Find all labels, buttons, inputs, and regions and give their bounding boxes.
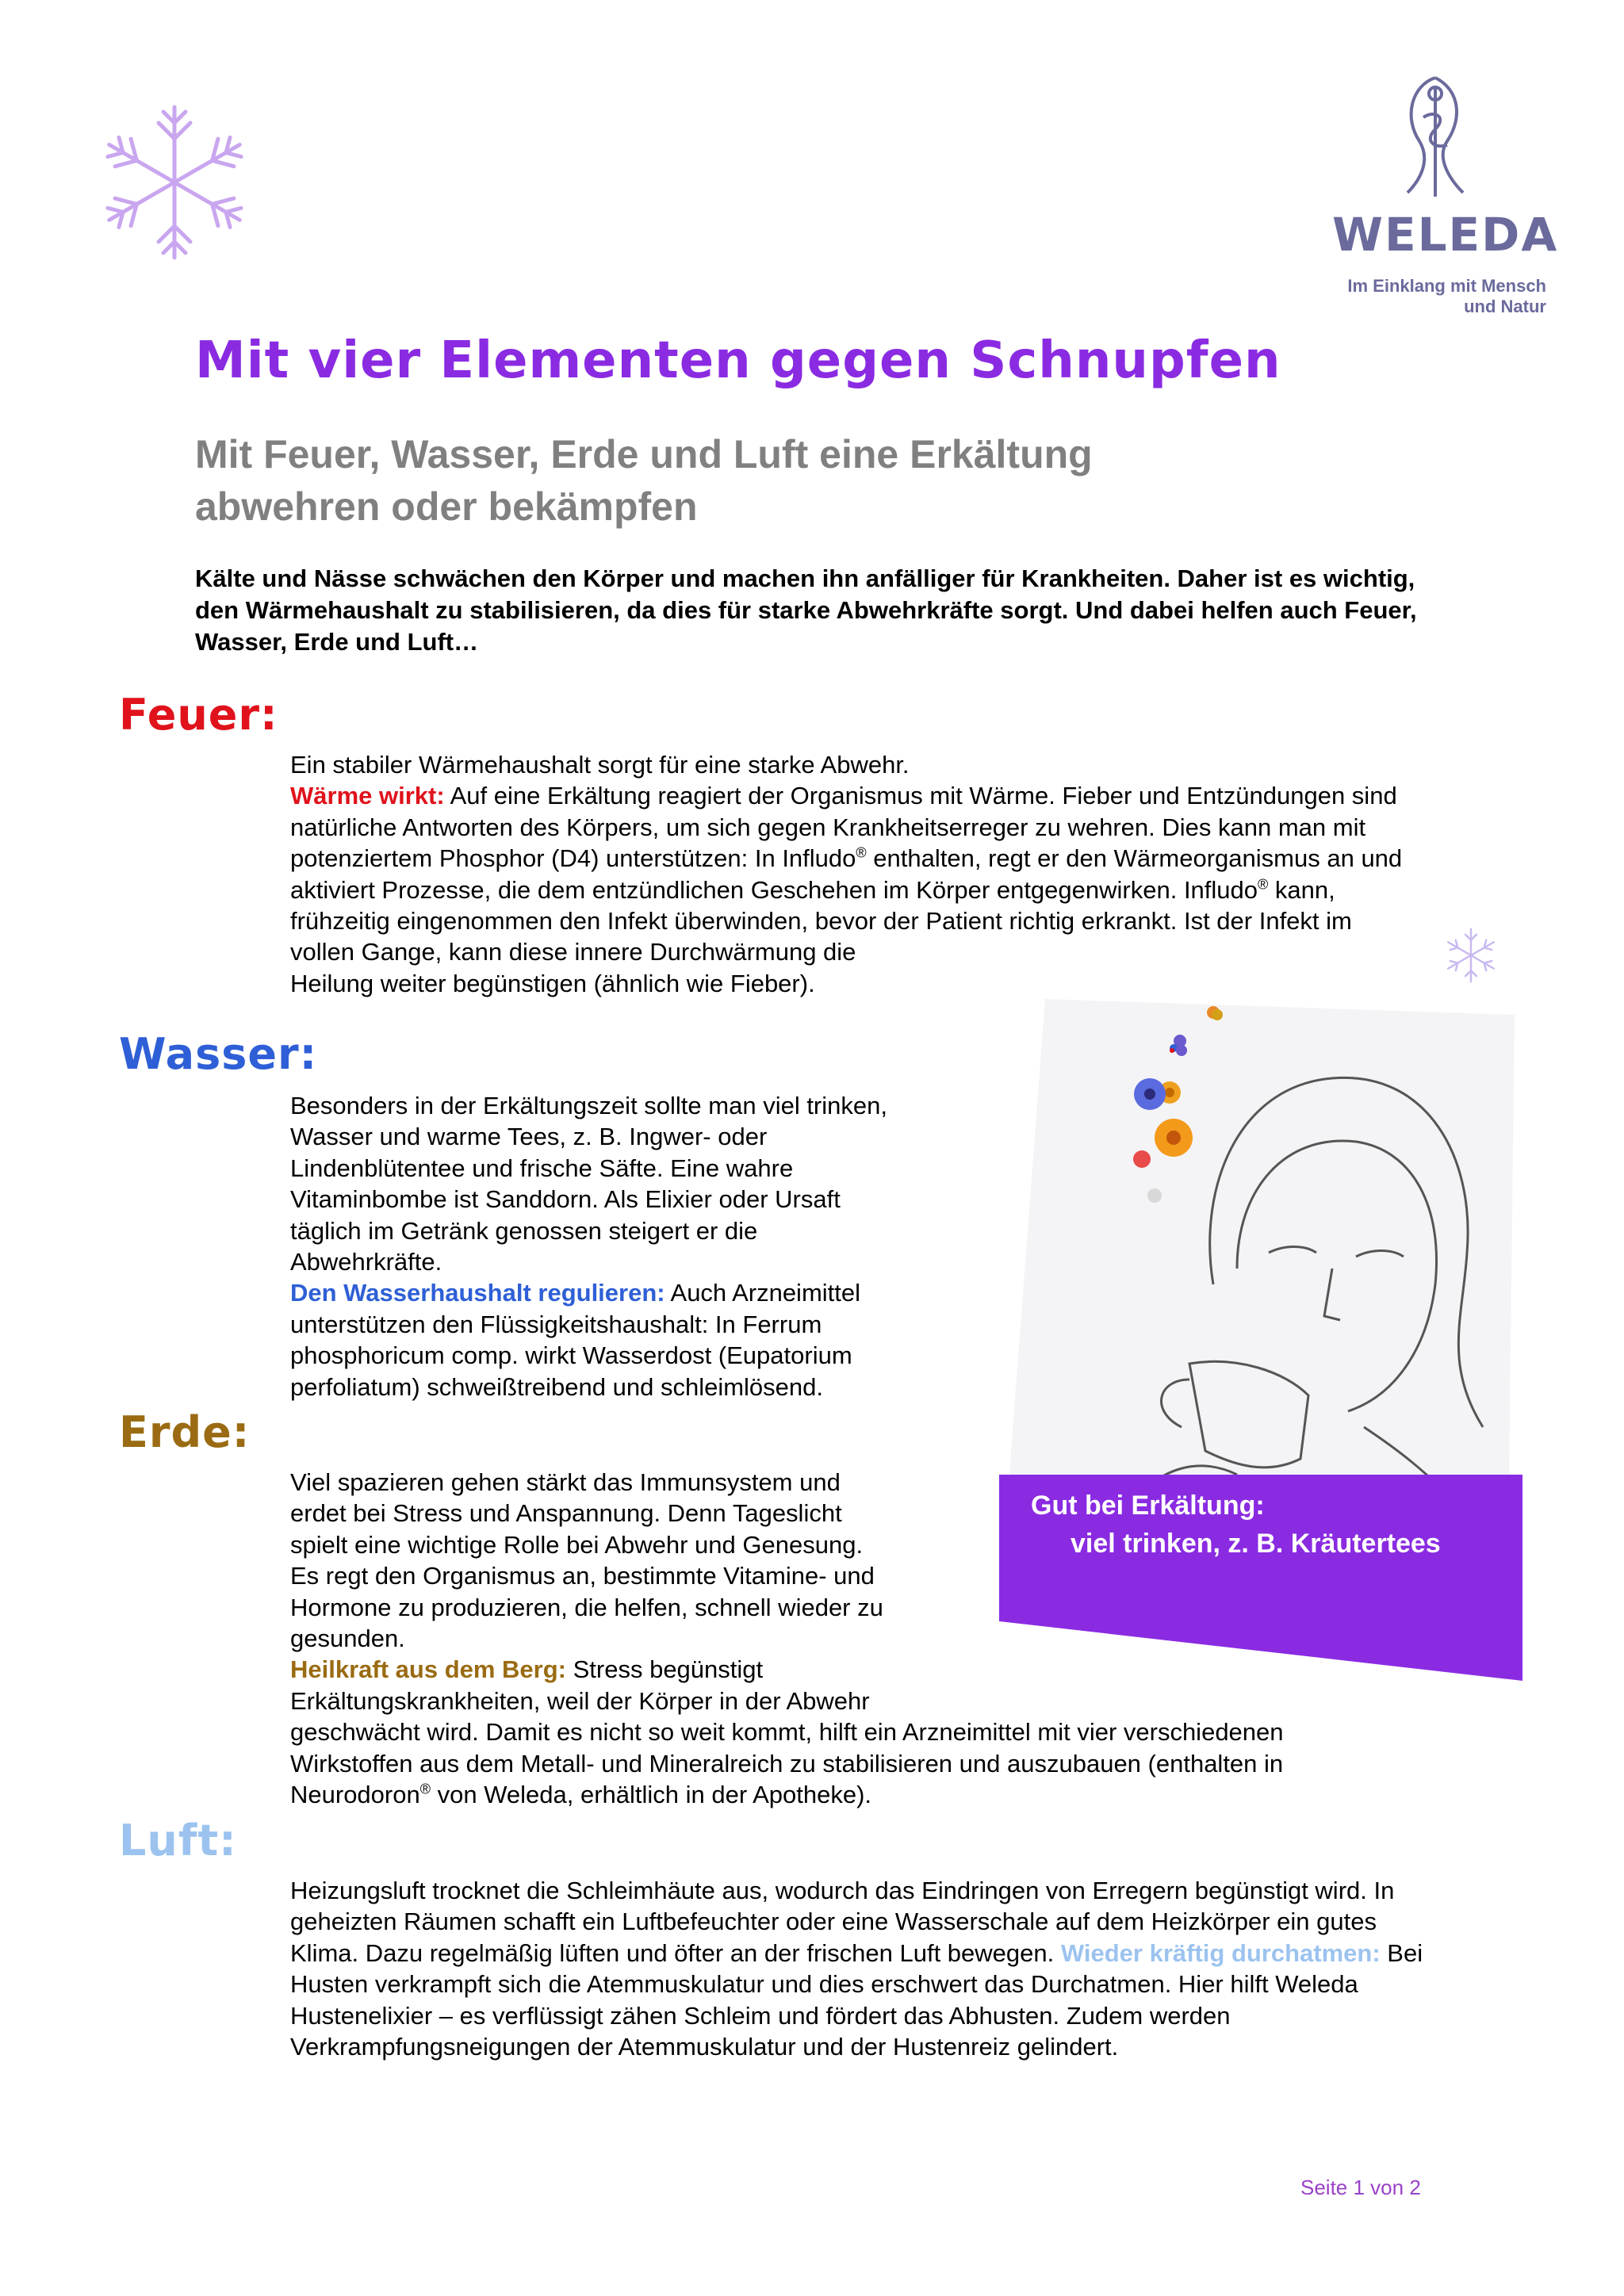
erde-line: Es regt den Organismus an, bestimmte Vitamine- und [290, 1562, 875, 1590]
page-title: Mit vier Elementen gegen Schnupfen [195, 331, 1281, 390]
intro-paragraph: Kälte und Nässe schwächen den Körper und machen ihn anfälliger für Krankheiten. Daher ist es wichtig, den Wärmehaushalt zu stabilisieren, da dies für starke Abwehrkräfte sorgt. Und dabei helfen auch Feuer, Wasser, Erde und Luft… [195, 564, 1417, 656]
logo-wordmark: WELEDA [1332, 208, 1559, 262]
wasser-after-highlight: Auch Arzneimittel [665, 1279, 861, 1307]
erde-line: Viel spazieren gehen stärkt das Immunsystem und [290, 1468, 841, 1496]
wasser-line: unterstützen den Flüssigkeitshaushalt: In Ferrum [290, 1310, 822, 1338]
registered-mark: ® [856, 844, 867, 861]
wasser-line: Besonders in der Erkältungszeit sollte man viel trinken, [290, 1092, 887, 1119]
luft-text-2: Bei Husten verkrampft sich die Atemmuskulatur und dies erschwert das Durchatmen. Hier hilft Weleda Hustenelixier – es verflüssigt zähen Schleim und fördert das Abhusten. Zudem werden Verkrampfungsneigungen der Atemmuskulatur und der Hustenreiz gelindert. [290, 1938, 1423, 2061]
erde-highlight: Heilkraft aus dem Berg: [290, 1655, 566, 1684]
luft-text-1: Heizungsluft trocknet die Schleimhäute aus, wodurch das Eindringen von Erregern begünstigt wird. In geheizten Räumen schafft ein Luftbefeuchter oder eine Wasserschale auf dem Heizkörper ein gutes Klima. Dazu regelmäßig lüften und öfter an der frischen Luft bewegen. [290, 1877, 1395, 1967]
wasser-line: Lindenblütentee und frische Säfte. Eine wahre [290, 1154, 794, 1182]
feuer-line1: Ein stabiler Wärmehaushalt sorgt für eine starke Abwehr. [290, 751, 910, 779]
logo-tagline-line1: Im Einklang mit Mensch [1347, 276, 1546, 296]
page-subtitle [195, 428, 1305, 533]
section-wasser [290, 1090, 1004, 1402]
section-luft [290, 1875, 1424, 2062]
wasser-line: täglich im Getränk genossen steigert er die [290, 1216, 758, 1245]
luft-highlight: Wieder kräftig durchatmen: [1060, 1938, 1381, 1967]
feuer-text-2: enthalten, regt er den Wärmeorganismus an und aktiviert Prozesse, die dem entzündlichen Geschehen im Körper entgegenwirken. Infludo [290, 844, 1403, 904]
logo-tagline-line2: und Natur [1464, 297, 1546, 316]
section-erde [290, 1467, 1448, 1810]
erde-last-post: von Weleda, erhältlich in der Apotheke). [430, 1781, 872, 1809]
erde-line: gesunden. [290, 1624, 405, 1653]
registered-mark: ® [1258, 876, 1269, 893]
registered-mark: ® [419, 1781, 431, 1797]
wasser-line: perfoliatum) schweißtreibend und schleimlösend. [290, 1372, 823, 1401]
callout-line2: viel trinken, z. B. Kräutertees [1071, 1529, 1441, 1559]
heading-erde: Erde: [119, 1407, 251, 1457]
erde-highlight-line [290, 1654, 1448, 1685]
erde-last-pre: Neurodoron [290, 1781, 420, 1809]
feuer-line-b: Heilung weiter begünstigen (ähnlich wie Fieber). [290, 969, 815, 997]
erde-line: Hormone zu produzieren, die helfen, schnell wieder zu [290, 1593, 883, 1621]
feuer-text-1: Auf eine Erkältung reagiert der Organismus mit Wärme. Fieber und Entzündungen sind natürliche Antworten des Körpers, um sich gegen Krankheitserreger zu wehren. Dies kann man mit potenziertem Phosphor (D4) unterstützen: In Infludo [290, 782, 1397, 873]
erde-after-highlight: Stress begünstigt [566, 1655, 764, 1684]
erde-line: Wirkstoffen aus dem Metall- und Mineralreich zu stabilisieren und auszubauen (enthalten in [290, 1749, 1284, 1777]
heading-feuer: Feuer: [119, 690, 278, 740]
erde-last-line [290, 1779, 1448, 1810]
wasser-line: Abwehrkräfte. [290, 1248, 442, 1276]
erde-line: geschwächt wird. Damit es nicht so weit kommt, hilft ein Arzneimittel mit vier verschiedenen [290, 1718, 1284, 1747]
page-number: Seite 1 von 2 [1300, 2175, 1421, 2199]
feuer-line-a: vollen Gange, kann diese innere Durchwärmung die [290, 938, 856, 966]
feuer-highlight: Wärme wirkt: [290, 782, 445, 810]
feuer-paragraph [290, 780, 1432, 936]
weleda-logo-icon [1388, 70, 1483, 205]
wasser-line: Wasser und warme Tees, z. B. Ingwer- oder [290, 1123, 768, 1151]
wasser-line: Vitaminbombe ist Sanddorn. Als Elixier oder Ursaft [290, 1185, 841, 1214]
erde-line: Erkältungskrankheiten, weil der Körper in der Abwehr [290, 1686, 870, 1715]
snowflake-icon [95, 103, 254, 262]
subtitle-line2: abwehren oder bekämpfen [195, 484, 698, 529]
wasser-highlight: Den Wasserhaushalt regulieren: [290, 1279, 665, 1307]
callout-line1: Gut bei Erkältung: [1031, 1490, 1265, 1521]
subtitle-line1: Mit Feuer, Wasser, Erde und Luft eine Erkältung [195, 432, 1093, 476]
wasser-line: phosphoricum comp. wirkt Wasserdost (Eupatorium [290, 1341, 852, 1370]
luft-paragraph [290, 1875, 1424, 2062]
feuer-text-3: kann, frühzeitig eingenommen den Infekt überwinden, bevor der Patient richtig erkrankt. Ist der Infekt im [290, 875, 1352, 936]
wasser-highlight-line [290, 1277, 1004, 1308]
heading-luft: Luft: [119, 1816, 237, 1866]
logo-tagline [1332, 276, 1546, 317]
heading-wasser: Wasser: [119, 1029, 318, 1079]
erde-line: erdet bei Stress und Anspannung. Denn Tageslicht [290, 1499, 842, 1528]
erde-line: spielt eine wichtige Rolle bei Abwehr und Genesung. [290, 1530, 864, 1559]
